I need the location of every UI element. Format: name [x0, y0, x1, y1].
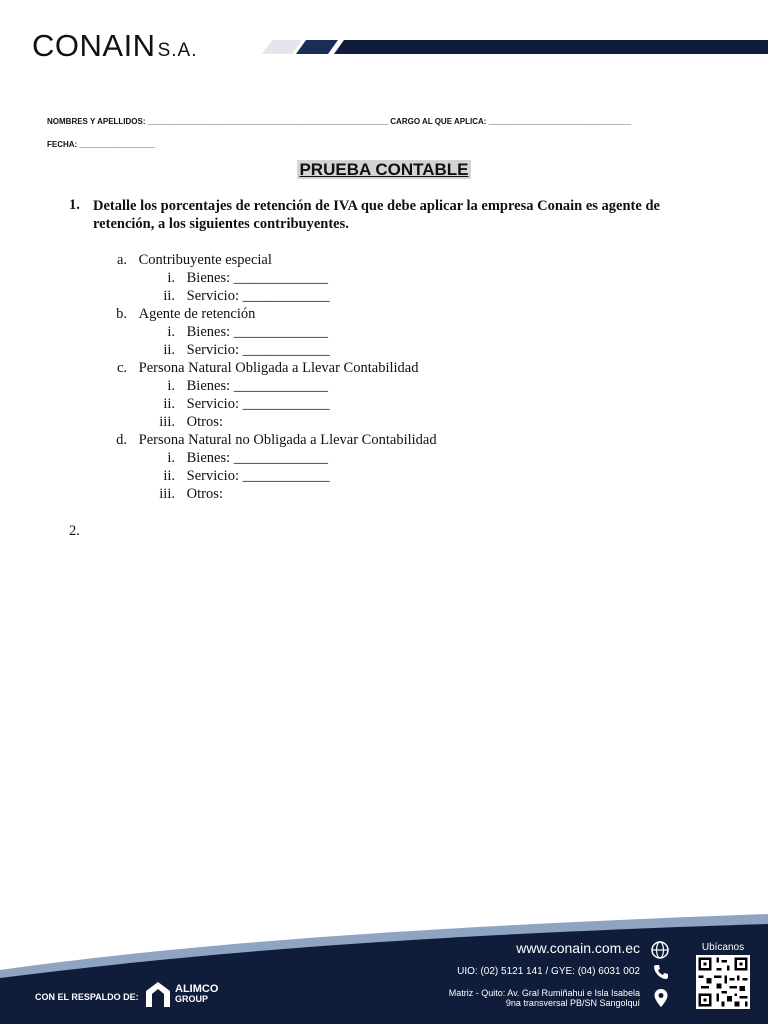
name-line[interactable]: ______________________________________________________: [147, 117, 389, 126]
alimco-group-name: ALIMCO GROUP: [175, 983, 219, 1004]
group-b: [115, 305, 255, 323]
group-label: Contribuyente especial: [138, 252, 272, 268]
date-label: FECHA:: [47, 140, 78, 149]
position-line[interactable]: ________________________________: [488, 117, 632, 126]
address-text: Matriz - Quito: Av. Gral Rumiñahui e Isla Isabela 9na transversal PB/SN Sangolquí: [448, 988, 640, 1008]
group-label: Agente de retención: [138, 306, 256, 322]
backed-by-label: CON EL RESPALDO DE:: [35, 992, 139, 1002]
group-marker: a.: [116, 252, 127, 268]
list-item[interactable]: iii. Otros:: [159, 486, 223, 502]
name-field[interactable]: [47, 117, 631, 126]
name-label: NOMBRES Y APELLIDOS:: [47, 117, 146, 126]
position-label: CARGO AL QUE APLICA:: [390, 117, 487, 126]
list-item[interactable]: i. Bienes: _____________: [167, 270, 328, 286]
company-logo: [32, 28, 197, 64]
question-1-text: Detalle los porcentajes de retención de IVA que debe aplicar la empresa Conain es agente de retención, a los siguientes contribuyentes.: [93, 198, 660, 232]
list-item[interactable]: iii. Otros:: [159, 414, 223, 430]
location-pin-icon: [653, 988, 669, 1008]
list-item[interactable]: i. Bienes: _____________: [167, 450, 328, 466]
date-field[interactable]: [47, 140, 155, 149]
group-label: Persona Natural no Obligada a Llevar Contabilidad: [138, 432, 437, 448]
group-label: Persona Natural Obligada a Llevar Contabilidad: [138, 360, 419, 376]
website-link[interactable]: www.conain.com.ec: [516, 940, 640, 956]
group-c: [115, 359, 418, 377]
logo-suffix: S.A.: [157, 40, 198, 61]
group-marker: d.: [116, 432, 127, 448]
list-item[interactable]: i. Bienes: _____________: [167, 324, 328, 340]
date-line[interactable]: _________________: [79, 140, 156, 149]
alimco-logo-icon: [143, 979, 173, 1009]
group-marker: c.: [116, 360, 127, 376]
question-1-number: 1.: [69, 197, 80, 213]
list-item[interactable]: ii. Servicio: ____________: [163, 468, 330, 484]
list-item[interactable]: ii. Servicio: ____________: [163, 342, 330, 358]
group-d: [115, 431, 437, 449]
group-marker: b.: [116, 306, 127, 322]
ubicanos-label: Ubícanos: [701, 942, 745, 953]
phone-icon: [652, 963, 670, 981]
logo-name: CONAIN: [32, 28, 156, 63]
qr-code-icon[interactable]: [696, 955, 750, 1009]
group-a: [115, 251, 272, 269]
page-title: PRUEBA CONTABLE: [299, 160, 469, 179]
list-item[interactable]: ii. Servicio: ____________: [163, 396, 330, 412]
phones-text: UIO: (02) 5121 141 / GYE: (04) 6031 002: [457, 966, 640, 977]
globe-icon: [650, 940, 670, 960]
list-item[interactable]: ii. Servicio: ____________: [163, 288, 330, 304]
header-stripe: [262, 40, 768, 54]
question-2-number: 2.: [69, 523, 80, 539]
list-item[interactable]: i. Bienes: _____________: [167, 378, 328, 394]
